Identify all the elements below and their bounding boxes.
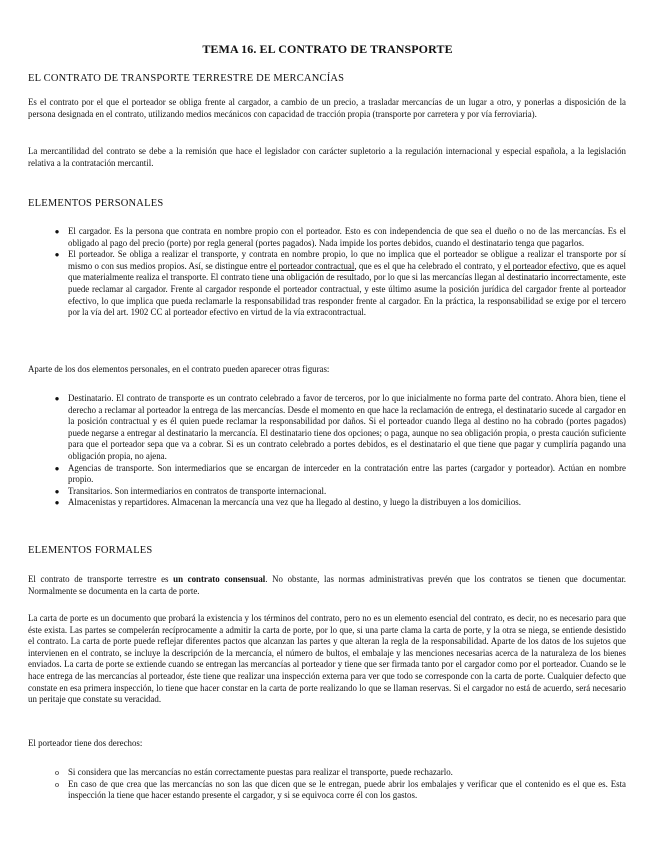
list-personales bbox=[54, 226, 626, 319]
term-contrato-consensual: un contrato consensual bbox=[173, 574, 266, 584]
term-porteador-contractual: el porteador contractual bbox=[269, 260, 355, 271]
bullet-icon: ● bbox=[54, 498, 60, 508]
list-item-agencias bbox=[54, 462, 626, 486]
list-item-porteador bbox=[54, 249, 626, 319]
text-destinatario: Destinatario. El contrato de transporte es un contrato celebrado a favor de terceros, por lo que inicialmente no forma parte del contrato. Ahora bien, tiene el derecho a reclamar al porteador la entrega de las mercancías. Desde el momento en que hace la reclamación de entrega, el destinatario sucede al cargador en la posición contractual y es él quien puede reclamar la responsabilidad por daños. Si el porteador cuando llega al destino no ha cobrado (portes pagados) puede negarse a entregar al destinatario la mercancía. El destinatario tiene dos opciones; o paga, aunque no sea obligación propia, o presta caución suficiente para que el porteador sepa que va a cobrar. Si es un contrato celebrado a portes debidos, es el destinatario el que tiene que pagar y cumpliría pagando una obligación propia, no ajena. bbox=[68, 393, 626, 461]
text-derecho-verificar: En caso de que crea que las mercancías no son las que dicen que se le entregan, puede abrir los embalajes y verificar que el contenido es el que es. Esta inspección la tiene que hacer estando presente el cargador, y si se equivoca corre él con los gastos. bbox=[68, 778, 626, 801]
paragraph-aparte: Aparte de los dos elementos personales, en el contrato pueden aparecer otras figuras: bbox=[28, 364, 330, 374]
paragraph-consensual bbox=[28, 574, 626, 597]
paragraph-carta-de-porte: La carta de porte es un documento que probará la existencia y los términos del contrato, pero no es un elemento esencial del contrato, es decir, no es necesario para que éste exista. Las partes se compelerán recíprocamente a admitir la carta de porte, por lo que, si una parte clama la carta de porte, y la otra se niega, se entiende desistido el contrato. La carta de porte puede reflejar diferentes pactos que alcanzan las partes y que alteran la regla de la responsabilidad. Aparte de los datos de los sujetos que intervienen en el contrato, se incluye la descripción de la mercancía, el número de bultos, el embalaje y las menciones necesarias acerca de la naturaleza de los bienes enviados. La carta de porte se extiende cuando se entregan las mercancías al porteador y tiene que ser firmada tanto por el cargador como por el porteador. Cuando se le hace entrega de las mercancías al porteador, éste tiene que realizar una inspección externa para ver que todo se corresponde con la carta de porte. Cualquier defecto que constate en esa primera inspección, lo tiene que hacer constar en la carta de porte realizando lo que se llaman reservas. Si el cargador no está de acuerdo, será necesario un peritaje que constate su veracidad. bbox=[28, 613, 626, 705]
section-heading-formales: ELEMENTOS FORMALES bbox=[28, 545, 153, 556]
list-derechos bbox=[55, 767, 626, 802]
hollow-bullet-icon: o bbox=[55, 768, 59, 777]
list-item-transitarios bbox=[54, 485, 626, 498]
text-agencias: Agencias de transporte. Son intermediarios que se encargan de interceder en la contratación entre las partes (cargador y porteador). Actúan en nombre propio. bbox=[68, 462, 626, 485]
bullet-icon: ● bbox=[54, 227, 60, 236]
text-cargador: El cargador. Es la persona que contrata en nombre propio con el porteador. Esto es con independencia de que sea el dueño o no de las mercancías. Es el obligado al pago del precio (porte) por regla general (portes pagados). Nada impide los portes debidos, cuando el destinatario tenga que pagarlos. bbox=[68, 226, 626, 248]
text-consensual-b: . No obstante, las normas administrativas prevén que los contratos se tienen que documentar. Normalmente se documenta en la carta de porte. bbox=[28, 574, 627, 596]
text-porteador-a: El porteador. Se obliga a realizar el transporte, y contrata en nombre propio, lo que no implica que el porteador se obligue a realizar el transporte por sí mismo o con sus medios propios. Así, se distingue entre bbox=[68, 249, 626, 271]
text-porteador-c: , que es aquel que materialmente realiza el transporte. El contrato tiene una obligación de resultado, por lo que si las mercancías llegan al destinatario incorrectamente, este puede reclamar al cargador. Frente al cargador responde el porteador contractual, y este último asume la posición jurídica del cargador frente al porteador efectivo, lo que implica que pueda reclamarle la responsabilidad tras responder frente al cargador. En la práctica, la responsabilidad se exige por el tercero por la vía del art. 1902 CC al porteador efectivo en virtud de la vía extracontractual. bbox=[68, 260, 626, 318]
bullet-icon: ● bbox=[54, 463, 60, 473]
text-consensual-a: El contrato de transporte terrestre es bbox=[28, 574, 174, 584]
section-heading-main: EL CONTRATO DE TRANSPORTE TERRESTRE DE MERCANCÍAS bbox=[28, 73, 345, 84]
list-item-almacenistas bbox=[54, 497, 626, 509]
list-item-destinatario bbox=[54, 393, 626, 463]
term-porteador-efectivo: el porteador efectivo bbox=[503, 260, 578, 271]
bullet-icon: ● bbox=[54, 486, 60, 496]
text-derecho-rechazar: Si considera que las mercancías no están correctamente puestas para realizar el transporte, puede rechazarlo. bbox=[68, 767, 453, 777]
paragraph-mercantilidad: La mercantilidad del contrato se debe a la remisión que hace el legislador con carácter supletorio a la regulación internacional y especial española, a la legislación relativa a la contratación mercantil. bbox=[28, 146, 626, 168]
section-heading-personales: ELEMENTOS PERSONALES bbox=[28, 198, 164, 209]
document-title: TEMA 16. EL CONTRATO DE TRANSPORTE bbox=[202, 42, 453, 56]
list-figuras bbox=[54, 393, 626, 509]
hollow-bullet-icon: o bbox=[55, 779, 59, 789]
paragraph-derechos: El porteador tiene dos derechos: bbox=[28, 738, 143, 748]
text-porteador-b: , que es el que ha celebrado el contrato, y bbox=[354, 260, 504, 271]
list-item-derecho-verificar bbox=[55, 778, 626, 802]
text-almacenistas: Almacenistas y repartidores. Almacenan la mercancía una vez que ha llegado al destino, y luego la distribuyen a los domicilios. bbox=[68, 497, 521, 508]
list-item-derecho-rechazar bbox=[55, 767, 626, 779]
text-transitarios: Transitarios. Son intermediarios en contratos de transporte internacional. bbox=[68, 485, 327, 496]
bullet-icon: ● bbox=[54, 394, 60, 403]
list-item-cargador bbox=[54, 226, 626, 249]
bullet-icon: ● bbox=[54, 250, 60, 260]
paragraph-intro: Es el contrato por el que el porteador se obliga frente al cargador, a cambio de un precio, a trasladar mercancías de un lugar a otro, y ponerlas a disposición de la persona designada en el contrato, utilizando medios mecánicos con capacidad de tracción propia (transporte por carretera y por vía ferroviaria). bbox=[28, 97, 626, 119]
